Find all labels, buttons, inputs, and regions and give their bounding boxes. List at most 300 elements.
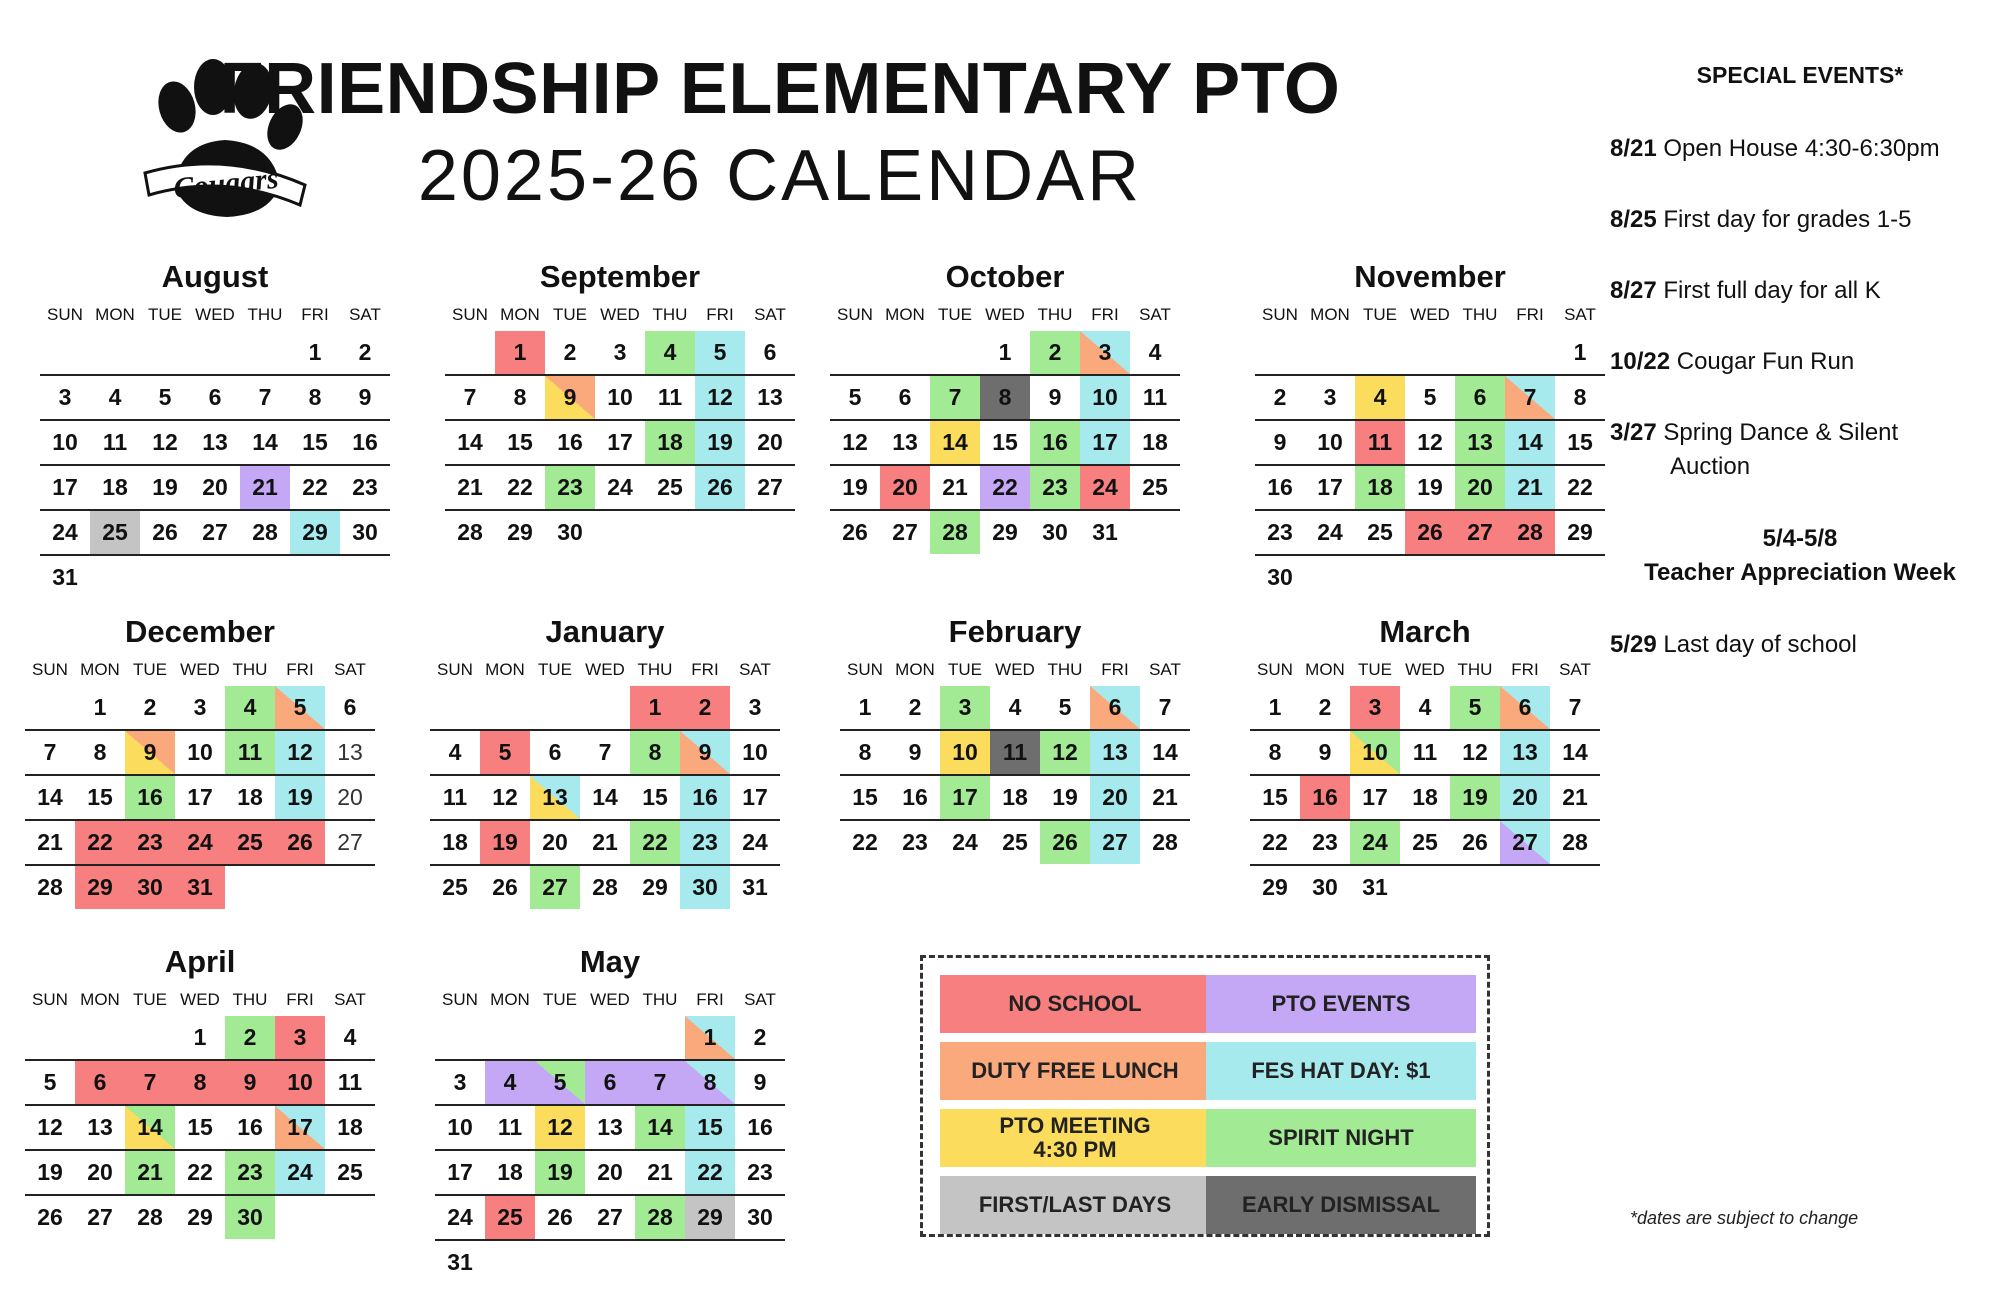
legend-spirit-night: SPIRIT NIGHT — [1206, 1109, 1476, 1167]
week-row — [40, 466, 390, 511]
weekday-label: TUE — [948, 660, 982, 679]
empty-cell — [225, 866, 275, 909]
legend-early-dismissal: EARLY DISMISSAL — [1206, 1176, 1476, 1234]
day-cell: 28 — [1152, 829, 1178, 855]
day-cell: 3 — [453, 1069, 467, 1095]
event-item: 8/25 First day for grades 1-5 — [1610, 206, 1912, 233]
day-cell: 7 — [125, 1061, 175, 1104]
weekday-label: THU — [642, 990, 678, 1009]
day-cell: 12 — [535, 1106, 585, 1149]
day-cell: 3 — [193, 694, 207, 720]
day-cell: 26 — [275, 821, 325, 864]
week-row — [445, 421, 795, 466]
day-cell: 17 — [447, 1159, 473, 1185]
month-name: March — [1379, 614, 1471, 649]
day-cell: 23 — [747, 1159, 773, 1185]
empty-cell — [1355, 556, 1405, 599]
day-cell: 10 — [742, 739, 768, 765]
empty-cell — [1255, 331, 1305, 374]
day-cell: 28 — [37, 874, 63, 900]
empty-cell — [1305, 331, 1355, 374]
day-cell: 28 — [1562, 829, 1588, 855]
empty-cell — [40, 331, 90, 374]
day-cell: 24 — [175, 821, 225, 864]
page-subtitle: 2025-26 CALENDAR — [417, 136, 1143, 216]
day-cell: 15 — [685, 1106, 735, 1149]
empty-cell — [430, 686, 480, 729]
empty-cell — [1130, 511, 1180, 554]
day-cell: 13 — [337, 739, 363, 765]
day-cell: 17 — [187, 784, 213, 810]
day-cell: 15 — [187, 1114, 213, 1140]
day-cell: 17 — [1080, 421, 1130, 464]
month-name: September — [539, 259, 701, 294]
day-cell: 1 — [685, 1016, 735, 1059]
day-cell: 9 — [125, 731, 175, 774]
day-cell: 5 — [158, 384, 172, 410]
day-cell: 27 — [1090, 821, 1140, 864]
day-cell: 3 — [748, 694, 762, 720]
day-cell: 19 — [695, 421, 745, 464]
day-cell: 15 — [852, 784, 878, 810]
day-cell: 1 — [858, 694, 872, 720]
weekday-header — [445, 299, 795, 331]
day-cell: 9 — [545, 376, 595, 419]
week-row — [430, 821, 780, 866]
empty-cell — [635, 1241, 685, 1284]
empty-cell — [1505, 331, 1555, 374]
day-cell: 31 — [1362, 874, 1388, 900]
day-cell: 14 — [252, 429, 278, 455]
day-cell: 23 — [545, 466, 595, 509]
week-row — [830, 331, 1180, 376]
day-cell: 4 — [448, 739, 462, 765]
day-cell: 20 — [1455, 466, 1505, 509]
week-row — [40, 511, 390, 556]
day-cell: 18 — [237, 784, 263, 810]
empty-cell — [585, 1241, 635, 1284]
month-march — [1250, 610, 1600, 909]
day-cell: 8 — [630, 731, 680, 774]
day-cell: 30 — [1042, 519, 1068, 545]
empty-cell — [485, 1241, 535, 1284]
day-cell: 27 — [202, 519, 228, 545]
day-cell: 8 — [980, 376, 1030, 419]
day-cell: 2 — [753, 1024, 767, 1050]
weekday-label: WED — [995, 660, 1035, 679]
day-cell: 22 — [75, 821, 125, 864]
day-cell: 27 — [530, 866, 580, 909]
empty-cell — [580, 686, 630, 729]
day-cell: 12 — [1462, 739, 1488, 765]
day-cell: 4 — [343, 1024, 357, 1050]
week-row — [830, 511, 1180, 554]
day-cell: 13 — [597, 1114, 623, 1140]
week-row — [25, 1061, 375, 1106]
day-cell: 18 — [442, 829, 468, 855]
day-cell: 4 — [1355, 376, 1405, 419]
day-cell: 10 — [275, 1061, 325, 1104]
day-cell: 4 — [225, 686, 275, 729]
day-cell: 20 — [1090, 776, 1140, 819]
day-cell: 23 — [680, 821, 730, 864]
weekday-label: SUN — [32, 990, 68, 1009]
day-cell: 25 — [1002, 829, 1028, 855]
empty-cell — [485, 1016, 535, 1059]
weekday-label: FRI — [1091, 305, 1119, 324]
weekday-header — [435, 984, 785, 1016]
day-cell: 24 — [1350, 821, 1400, 864]
week-row — [1250, 731, 1600, 776]
day-cell: 28 — [930, 511, 980, 554]
day-cell: 2 — [225, 1016, 275, 1059]
day-cell: 17 — [607, 429, 633, 455]
day-cell: 4 — [1418, 694, 1432, 720]
day-cell: 3 — [1080, 331, 1130, 374]
day-cell: 23 — [1030, 466, 1080, 509]
day-cell: 25 — [1367, 519, 1393, 545]
day-cell: 6 — [1500, 686, 1550, 729]
weekday-label: WED — [180, 660, 220, 679]
day-cell: 1 — [93, 694, 107, 720]
week-row — [25, 1151, 375, 1196]
day-cell: 18 — [1142, 429, 1168, 455]
event-item: 8/21 Open House 4:30-6:30pm — [1610, 135, 1940, 162]
event-item: 3/27 Spring Dance & Silent Auction — [1610, 419, 1899, 480]
week-row — [40, 331, 390, 376]
empty-cell — [695, 511, 745, 554]
day-cell: 10 — [1080, 376, 1130, 419]
weekday-label: TUE — [133, 990, 167, 1009]
day-cell: 5 — [848, 384, 862, 410]
weekday-label: FRI — [691, 660, 719, 679]
day-cell: 18 — [102, 474, 128, 500]
day-cell: 11 — [442, 784, 468, 810]
day-cell: 11 — [1355, 421, 1405, 464]
weekday-label: WED — [600, 305, 640, 324]
weekday-label: MON — [500, 305, 540, 324]
day-cell: 1 — [1268, 694, 1282, 720]
empty-cell — [1550, 866, 1600, 909]
day-cell: 26 — [492, 874, 518, 900]
month-september — [445, 255, 795, 554]
weekday-label: WED — [1410, 305, 1450, 324]
week-row — [830, 421, 1180, 466]
day-cell: 2 — [1318, 694, 1332, 720]
day-cell: 1 — [998, 339, 1012, 365]
day-cell: 26 — [842, 519, 868, 545]
day-cell: 7 — [598, 739, 612, 765]
day-cell: 29 — [75, 866, 125, 909]
day-cell: 10 — [187, 739, 213, 765]
day-cell: 30 — [125, 866, 175, 909]
empty-cell — [635, 1016, 685, 1059]
day-cell: 28 — [252, 519, 278, 545]
day-cell: 15 — [1567, 429, 1593, 455]
day-cell: 31 — [447, 1249, 473, 1275]
day-cell: 14 — [1152, 739, 1178, 765]
week-row — [430, 776, 780, 821]
week-row — [1255, 421, 1605, 466]
day-cell: 20 — [1500, 776, 1550, 819]
day-cell: 6 — [898, 384, 912, 410]
day-cell: 23 — [352, 474, 378, 500]
day-cell: 10 — [607, 384, 633, 410]
day-cell: 2 — [1273, 384, 1287, 410]
day-cell: 5 — [1423, 384, 1437, 410]
empty-cell — [735, 1241, 785, 1284]
day-cell: 30 — [1312, 874, 1338, 900]
day-cell: 12 — [1040, 731, 1090, 774]
week-row — [435, 1151, 785, 1196]
day-cell: 1 — [1573, 339, 1587, 365]
empty-cell — [1455, 556, 1505, 599]
weekday-header — [1250, 654, 1600, 686]
day-cell: 16 — [902, 784, 928, 810]
empty-cell — [1450, 866, 1500, 909]
day-cell: 5 — [695, 331, 745, 374]
day-cell: 24 — [742, 829, 768, 855]
weekday-label: WED — [1405, 660, 1445, 679]
weekday-label: TUE — [1358, 660, 1392, 679]
day-cell: 30 — [1267, 564, 1293, 590]
weekday-label: THU — [247, 305, 283, 324]
day-cell: 24 — [447, 1204, 473, 1230]
event-item: 8/27 First full day for all K — [1610, 277, 1881, 304]
day-cell: 26 — [1040, 821, 1090, 864]
day-cell: 16 — [1030, 421, 1080, 464]
day-cell: 28 — [457, 519, 483, 545]
day-cell: 18 — [1412, 784, 1438, 810]
day-cell: 8 — [308, 384, 322, 410]
day-cell: 9 — [1048, 384, 1062, 410]
day-cell: 15 — [302, 429, 328, 455]
day-cell: 31 — [175, 866, 225, 909]
day-cell: 11 — [990, 731, 1040, 774]
day-cell: 16 — [237, 1114, 263, 1140]
weekday-label: SAT — [1139, 305, 1171, 324]
day-cell: 11 — [102, 429, 128, 455]
day-cell: 12 — [1417, 429, 1443, 455]
weekday-label: SUN — [847, 660, 883, 679]
weekday-label: THU — [232, 990, 268, 1009]
day-cell: 6 — [1090, 686, 1140, 729]
day-cell: 7 — [43, 739, 57, 765]
logo-text: Cougars — [172, 161, 280, 206]
day-cell: 9 — [680, 731, 730, 774]
month-august — [40, 255, 390, 599]
weekday-label: THU — [652, 305, 688, 324]
week-row — [25, 1016, 375, 1061]
day-cell: 23 — [1267, 519, 1293, 545]
empty-cell — [190, 556, 240, 599]
week-row — [1250, 776, 1600, 821]
day-cell: 9 — [1318, 739, 1332, 765]
weekday-label: FRI — [696, 990, 724, 1009]
day-cell: 16 — [1300, 776, 1350, 819]
day-cell: 25 — [442, 874, 468, 900]
weekday-label: WED — [585, 660, 625, 679]
empty-cell — [435, 1016, 485, 1059]
day-cell: 20 — [202, 474, 228, 500]
month-april — [25, 940, 375, 1239]
empty-cell — [1505, 556, 1555, 599]
day-cell: 20 — [542, 829, 568, 855]
day-cell: 6 — [1455, 376, 1505, 419]
day-cell: 20 — [597, 1159, 623, 1185]
legend-first-last-days: FIRST/LAST DAYS — [940, 1176, 1210, 1234]
day-cell: 11 — [225, 731, 275, 774]
day-cell: 14 — [930, 421, 980, 464]
day-cell: 15 — [87, 784, 113, 810]
empty-cell — [90, 331, 140, 374]
weekday-label: SAT — [1149, 660, 1181, 679]
day-cell: 14 — [457, 429, 483, 455]
day-cell: 25 — [485, 1196, 535, 1239]
weekday-label: THU — [232, 660, 268, 679]
day-cell: 9 — [753, 1069, 767, 1095]
month-october — [830, 255, 1180, 554]
month-name: November — [1354, 259, 1506, 294]
day-cell: 12 — [275, 731, 325, 774]
week-row — [840, 686, 1190, 731]
weekday-label: SUN — [437, 660, 473, 679]
weekday-label: SAT — [349, 305, 381, 324]
month-december — [25, 610, 375, 909]
day-cell: 3 — [940, 686, 990, 729]
day-cell: 27 — [87, 1204, 113, 1230]
day-cell: 22 — [1567, 474, 1593, 500]
week-row — [25, 731, 375, 776]
weekday-header — [25, 654, 375, 686]
weekday-label: FRI — [286, 660, 314, 679]
week-row — [830, 376, 1180, 421]
day-cell: 7 — [635, 1061, 685, 1104]
weekday-label: MON — [95, 305, 135, 324]
weekday-header — [840, 654, 1190, 686]
day-cell: 10 — [447, 1114, 473, 1140]
week-row — [40, 556, 390, 599]
day-cell: 15 — [1262, 784, 1288, 810]
day-cell: 23 — [1312, 829, 1338, 855]
day-cell: 14 — [37, 784, 63, 810]
day-cell: 27 — [1500, 821, 1550, 864]
weekday-label: SAT — [1564, 305, 1596, 324]
day-cell: 15 — [642, 784, 668, 810]
day-cell: 9 — [225, 1061, 275, 1104]
day-cell: 24 — [607, 474, 633, 500]
weekday-label: TUE — [553, 305, 587, 324]
day-cell: 19 — [480, 821, 530, 864]
empty-cell — [290, 556, 340, 599]
weekday-label: SUN — [837, 305, 873, 324]
day-cell: 17 — [742, 784, 768, 810]
day-cell: 5 — [1058, 694, 1072, 720]
day-cell: 7 — [258, 384, 272, 410]
empty-cell — [240, 556, 290, 599]
day-cell: 11 — [1142, 384, 1168, 410]
day-cell: 8 — [1573, 384, 1587, 410]
weekday-label: SUN — [47, 305, 83, 324]
week-row — [840, 731, 1190, 776]
day-cell: 10 — [1350, 731, 1400, 774]
week-row — [1250, 866, 1600, 909]
month-name: October — [945, 259, 1065, 294]
day-cell: 15 — [507, 429, 533, 455]
weekday-label: SUN — [452, 305, 488, 324]
day-cell: 3 — [1350, 686, 1400, 729]
day-cell: 16 — [680, 776, 730, 819]
legend — [920, 955, 1490, 1237]
month-name: August — [161, 259, 269, 294]
day-cell: 21 — [125, 1151, 175, 1194]
day-cell: 14 — [635, 1106, 685, 1149]
day-cell: 22 — [852, 829, 878, 855]
day-cell: 11 — [497, 1114, 523, 1140]
month-february — [840, 610, 1190, 864]
day-cell: 27 — [597, 1204, 623, 1230]
day-cell: 20 — [87, 1159, 113, 1185]
weekday-header — [830, 299, 1180, 331]
day-cell: 2 — [563, 339, 577, 365]
week-row — [1255, 556, 1605, 599]
day-cell: 2 — [908, 694, 922, 720]
empty-cell — [745, 511, 795, 554]
empty-cell — [25, 1016, 75, 1059]
day-cell: 17 — [275, 1106, 325, 1149]
empty-cell — [1500, 866, 1550, 909]
day-cell: 19 — [1417, 474, 1443, 500]
empty-cell — [75, 1016, 125, 1059]
weekday-label: THU — [1457, 660, 1493, 679]
empty-cell — [445, 331, 495, 374]
day-cell: 18 — [337, 1114, 363, 1140]
weekday-label: FRI — [706, 305, 734, 324]
week-row — [25, 1196, 375, 1239]
day-cell: 24 — [952, 829, 978, 855]
day-cell: 15 — [992, 429, 1018, 455]
day-cell: 8 — [93, 739, 107, 765]
day-cell: 1 — [630, 686, 680, 729]
month-january — [430, 610, 780, 909]
day-cell: 22 — [302, 474, 328, 500]
empty-cell — [340, 556, 390, 599]
legend-no-school: NO SCHOOL — [940, 975, 1210, 1033]
empty-cell — [1305, 556, 1355, 599]
day-cell: 6 — [343, 694, 357, 720]
day-cell: 9 — [908, 739, 922, 765]
day-cell: 27 — [337, 829, 363, 855]
empty-cell — [325, 1196, 375, 1239]
empty-cell — [480, 686, 530, 729]
weekday-label: SUN — [442, 990, 478, 1009]
empty-cell — [240, 331, 290, 374]
day-cell: 11 — [337, 1069, 363, 1095]
empty-cell — [1355, 331, 1405, 374]
day-cell: 8 — [175, 1061, 225, 1104]
weekday-label: TUE — [148, 305, 182, 324]
day-cell: 20 — [757, 429, 783, 455]
day-cell: 28 — [592, 874, 618, 900]
day-cell: 10 — [1317, 429, 1343, 455]
weekday-label: MON — [485, 660, 525, 679]
week-row — [830, 466, 1180, 511]
weekday-label: SAT — [744, 990, 776, 1009]
event-item: 5/29 Last day of school — [1610, 631, 1857, 658]
day-cell: 12 — [152, 429, 178, 455]
empty-cell — [190, 331, 240, 374]
day-cell: 29 — [507, 519, 533, 545]
